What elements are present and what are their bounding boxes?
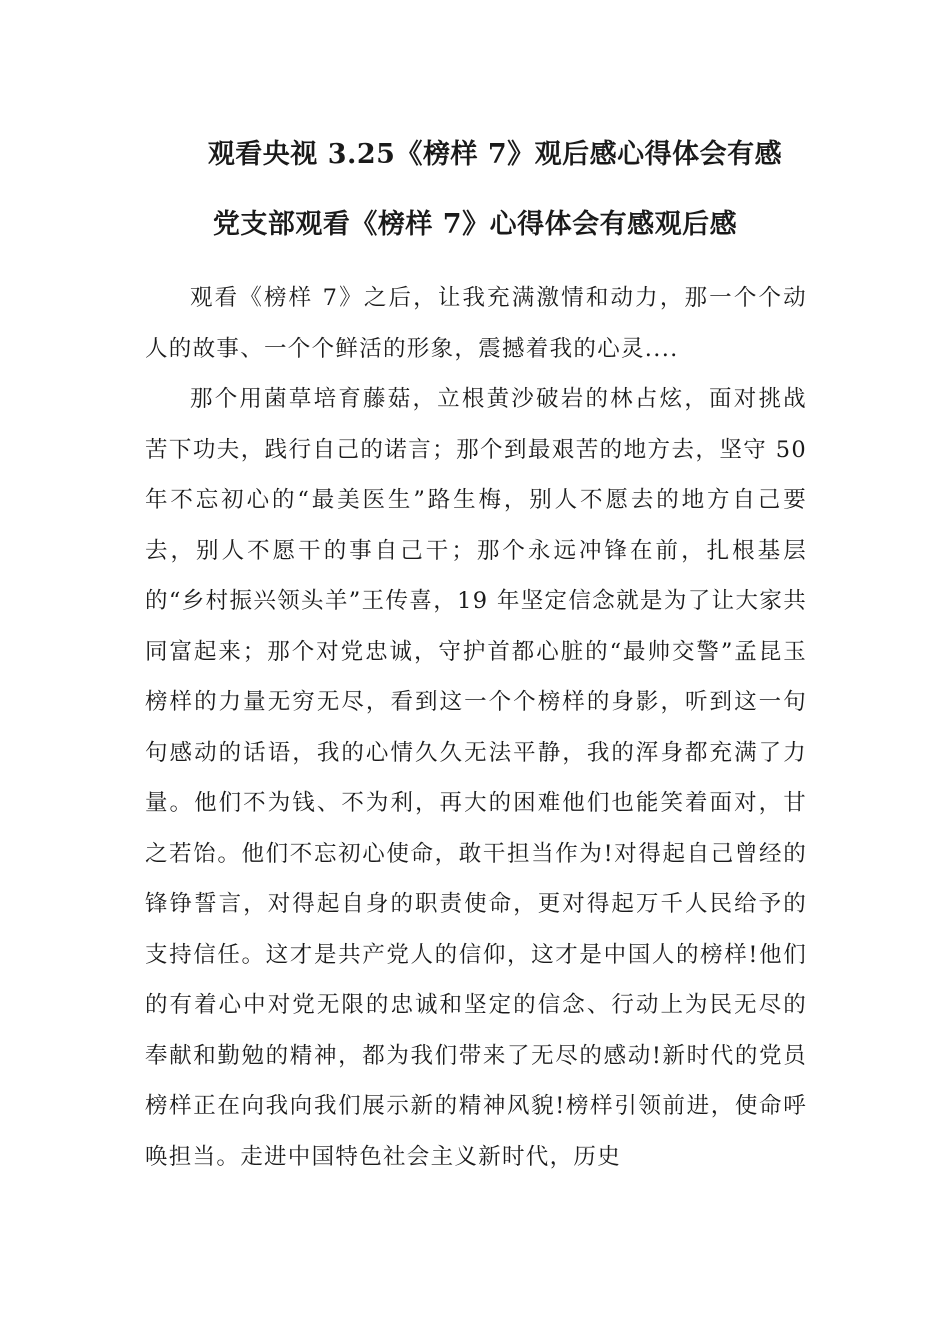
paragraph: 观看《榜样 7》之后，让我充满激情和动力，那一个个动人的故事、一个个鲜活的形象，震撼着我的心灵.... [145, 285, 807, 362]
document-subtitle: 党支部观看《榜样 7》心得体会有感观后感 [212, 209, 738, 240]
document-body [145, 273, 807, 1182]
document-title: 观看央视 3.25《榜样 7》观后感心得体会有感 [207, 139, 783, 170]
paragraph: 那个用菌草培育藤菇，立根黄沙破岩的林占炫，面对挑战苦下功夫，践行自己的诺言；那个到最艰苦的地方去，坚守 50 年不忘初心的“最美医生”路生梅，别人不愿去的地方自己要去，别人不愿干的事自己干；那个永远冲锋在前，扎根基层的“乡村振兴领头羊”王传喜，19 年坚定信念就是为了让大家共同富起来；那个对党忠诚，守护首都心脏的“最帅交警”孟昆玉榜样的力量无穷无尽，看到这一个个榜样的身影，听到这一句句感动的话语，我的心情久久无法平静，我的浑身都充满了力量。他们不为钱、不为利，再大的困难他们也能笑着面对，甘之若饴。他们不忘初心使命，敢干担当作为!对得起自己曾经的锋铮誓言，对得起自身的职责使命，更对得起万千人民给予的支持信任。这才是共产党人的信仰，这才是中国人的榜样!他们的有着心中对党无限的忠诚和坚定的信念、行动上为民无尽的奉献和勤勉的精神，都为我们带来了无尽的感动!新时代的党员榜样正在向我向我们展示新的精神风貌!榜样引领前进，使命呼唤担当。走进中国特色社会主义新时代，历史 [145, 386, 807, 1170]
